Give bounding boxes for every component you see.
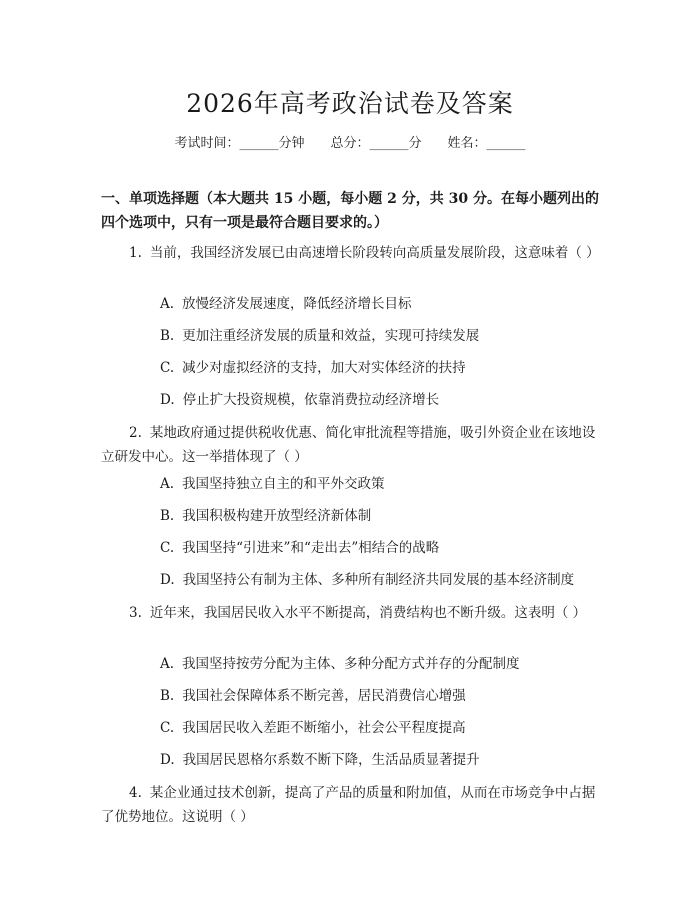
option-letter: C. bbox=[160, 720, 175, 736]
option-letter: B. bbox=[160, 508, 175, 524]
option-item bbox=[160, 750, 600, 770]
question-number: 3. bbox=[129, 605, 142, 621]
option-text: 我国社会保障体系不断完善，居民消费信心增强 bbox=[182, 688, 466, 704]
option-letter: C. bbox=[160, 360, 175, 376]
option-letter: A. bbox=[160, 656, 175, 672]
option-letter: A. bbox=[160, 476, 175, 492]
option-letter: B. bbox=[160, 328, 175, 344]
option-letter: D. bbox=[160, 752, 175, 768]
question-text: 某地政府通过提供税收优惠、简化审批流程等措施，吸引外资企业在该地设立研发中心。这一举措体现了（ ） bbox=[101, 425, 596, 465]
option-text: 放慢经济发展速度，降低经济增长目标 bbox=[182, 296, 412, 312]
option-letter: C. bbox=[160, 540, 175, 556]
option-item bbox=[160, 294, 600, 314]
question-number: 4. bbox=[129, 785, 142, 801]
question-text: 近年来，我国居民收入水平不断提高，消费结构也不断升级。这表明（ ） bbox=[149, 605, 587, 621]
option-text: 我国坚持公有制为主体、多种所有制经济共同发展的基本经济制度 bbox=[182, 572, 575, 588]
question-number: 2. bbox=[129, 425, 142, 441]
question-stem bbox=[101, 781, 601, 829]
option-item bbox=[160, 718, 600, 738]
option-text: 减少对虚拟经济的支持，加大对实体经济的扶持 bbox=[182, 360, 466, 376]
option-item bbox=[160, 474, 600, 494]
option-item bbox=[160, 654, 600, 674]
section-heading: 一、单项选择题（本大题共 15 小题，每小题 2 分，共 30 分。在每小题列出的四个选项中，只有一项是最符合题目要求的。） bbox=[101, 191, 599, 231]
option-item bbox=[160, 390, 600, 410]
option-item bbox=[160, 326, 600, 346]
option-text: 我国居民收入差距不断缩小，社会公平程度提高 bbox=[182, 720, 466, 736]
option-text: 我国坚持“引进来”和“走出去”相结合的战略 bbox=[182, 540, 440, 556]
option-letter: D. bbox=[160, 392, 175, 408]
question-stem bbox=[101, 601, 601, 625]
question-text: 某企业通过技术创新，提高了产品的质量和附加值，从而在市场竞争中占据了优势地位。这说明（ ） bbox=[101, 785, 596, 825]
question-text: 当前，我国经济发展已由高速增长阶段转向高质量发展阶段，这意味着（ ） bbox=[149, 245, 600, 261]
question-stem bbox=[101, 241, 601, 265]
option-letter: D. bbox=[160, 572, 175, 588]
option-text: 我国坚持独立自主的和平外交政策 bbox=[182, 476, 385, 492]
exam-info-line: 考试时间：______分钟 总分：______分 姓名：______ bbox=[174, 136, 526, 151]
question-stem bbox=[101, 421, 601, 469]
option-item bbox=[160, 570, 600, 590]
option-text: 我国积极构建开放型经济新体制 bbox=[182, 508, 372, 524]
option-letter: B. bbox=[160, 688, 175, 704]
option-item bbox=[160, 506, 600, 526]
question-number: 1. bbox=[129, 245, 142, 261]
option-item bbox=[160, 538, 600, 558]
option-text: 我国坚持按劳分配为主体、多种分配方式并存的分配制度 bbox=[182, 656, 520, 672]
option-item bbox=[160, 686, 600, 706]
option-text: 停止扩大投资规模，依靠消费拉动经济增长 bbox=[182, 392, 440, 408]
option-letter: A. bbox=[160, 296, 175, 312]
option-text: 更加注重经济发展的质量和效益，实现可持续发展 bbox=[182, 328, 480, 344]
page-title: 2026年高考政治试卷及答案 bbox=[186, 89, 514, 118]
option-text: 我国居民恩格尔系数不断下降，生活品质显著提升 bbox=[182, 752, 480, 768]
option-item bbox=[160, 358, 600, 378]
